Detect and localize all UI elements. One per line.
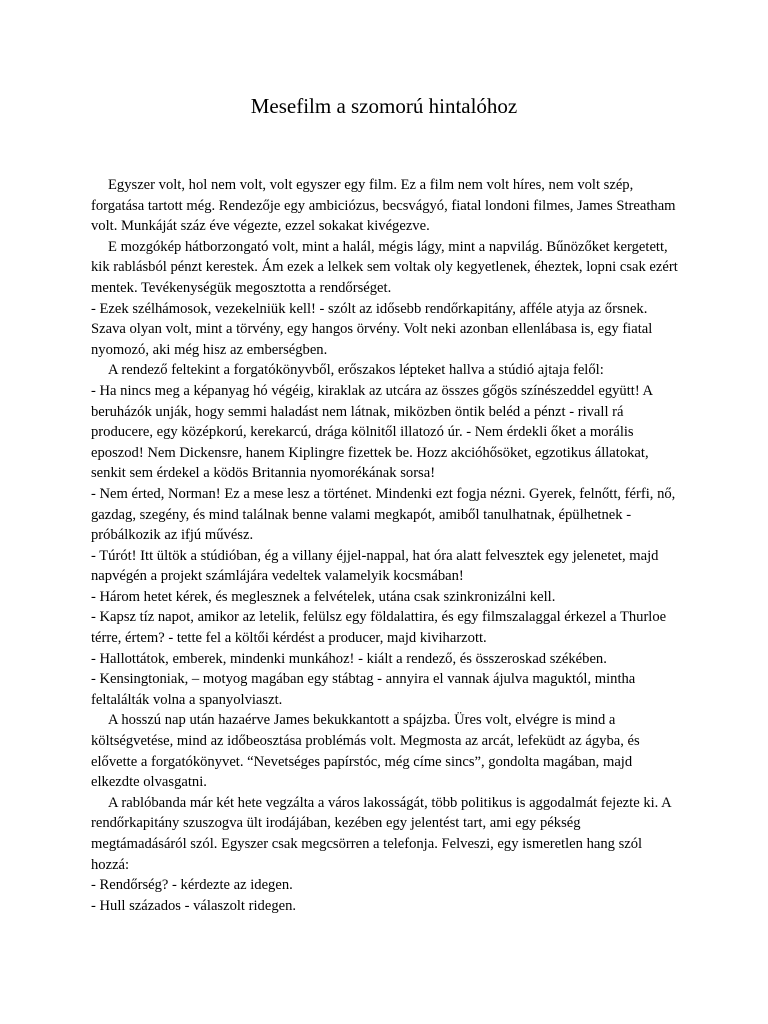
paragraph: - Túrót! Itt ültök a stúdióban, ég a villany éjjel-nappal, hat óra alatt felvesztek egy jelenetet, majd napvégén a projekt számlájára vedeltek valamelyik kocsmában!: [91, 547, 659, 585]
paragraph: - Hull százados - válaszolt ridegen.: [91, 897, 297, 914]
paragraph: A rendező feltekint a forgatókönyvből, erőszakos lépteket hallva a stúdió ajtaja felől:: [108, 362, 604, 379]
paragraph: E mozgókép hátborzongató volt, mint a halál, mégis lágy, mint a napvilág. Bűnözőket kergetett, kik rablásból pénzt kerestek. Ám ezek a lelkek sem voltak oly kegyetlenek, éheztek, lopni csak ezért mentek. Tevékenységük megosztotta a rendőrséget.: [91, 238, 678, 296]
paragraph: - Kapsz tíz napot, amikor az letelik, felülsz egy földalattira, és egy filmszalaggal érkezel a Thurloe térre, értem? - tette fel a költői kérdést a producer, majd kiviharzott.: [91, 609, 667, 647]
paragraph: - Ezek szélhámosok, vezekelniük kell! - szólt az idősebb rendőrkapitány, afféle atyja az őrsnek. Szava olyan volt, mint a törvény, egy hangos örvény. Volt neki azonban ellenlábasa is, egy fiatal nyomozó, aki még hisz az emberségben.: [91, 300, 653, 358]
paragraph: A rablóbanda már két hete vegzálta a város lakosságát, több politikus is aggodalmát fejezte ki. A rendőrkapitány szuszogva ült irodájában, kezében egy jelentést tart, ami egy pékség megtámadásáról szól. Egyszer csak megcsörren a telefonja. Felveszi, egy ismeretlen hang szól hozzá:: [91, 794, 671, 873]
document-title: Mesefilm a szomorú hintalóhoz: [250, 94, 518, 118]
paragraph: - Kensingtoniak, – motyog magában egy stábtag - annyira el vannak ájulva maguktól, mintha feltalálták volna a spanyolviaszt.: [91, 671, 636, 708]
document-body: [91, 175, 679, 916]
paragraph: Egyszer volt, hol nem volt, volt egyszer egy film. Ez a film nem volt híres, nem volt szép, forgatása tartott még. Rendezője egy ambiciózus, becsvágyó, fiatal londoni filmes, James Streatham volt. Munkáját száz éve végezte, ezzel sokakat kivégezve.: [91, 177, 676, 235]
paragraph: - Három hetet kérek, és meglesznek a felvételek, utána csak szinkronizálni kell.: [91, 588, 556, 605]
paragraph: A hosszú nap után hazaérve James bekukkantott a spájzba. Üres volt, elvégre is mind a költségvetése, mind az időbeosztása problémás volt. Megmosta az arcát, lefeküdt az ágyba, és elővette a forgatókönyvet. “Nevetséges papírstóc, még címe sincs”, gondolta magában, majd elkezdte olvasgatni.: [91, 712, 640, 791]
paragraph: - Nem érted, Norman! Ez a mese lesz a történet. Mindenki ezt fogja nézni. Gyerek, felnőtt, férfi, nő, gazdag, szegény, és mind találnak benne valami megkapót, amiből tanulhatnak, épülhetnek - próbálkozik az ifjú művész.: [91, 485, 676, 544]
paragraph: - Hallottátok, emberek, mindenki munkához! - kiált a rendező, és összeroskad székében.: [91, 650, 607, 667]
paragraph: - Ha nincs meg a képanyag hó végéig, kiraklak az utcára az összes gőgös színészeddel együtt! A beruházók unják, hogy semmi haladást nem látnak, miközben öntik beléd a pénzt - rivall rá producere, egy középkorú, kerekarcú, drága kölnitől illatozó úr. - Nem érdekli őket a morális eposzod! Nem Dickensre, hanem Kiplingre fizettek be. Hozz akcióhősöket, egzotikus állatokat, senkit sem érdekel a ködös Britannia nyomorékának sorsa!: [91, 382, 653, 482]
paragraph: - Rendőrség? - kérdezte az idegen.: [91, 877, 293, 894]
